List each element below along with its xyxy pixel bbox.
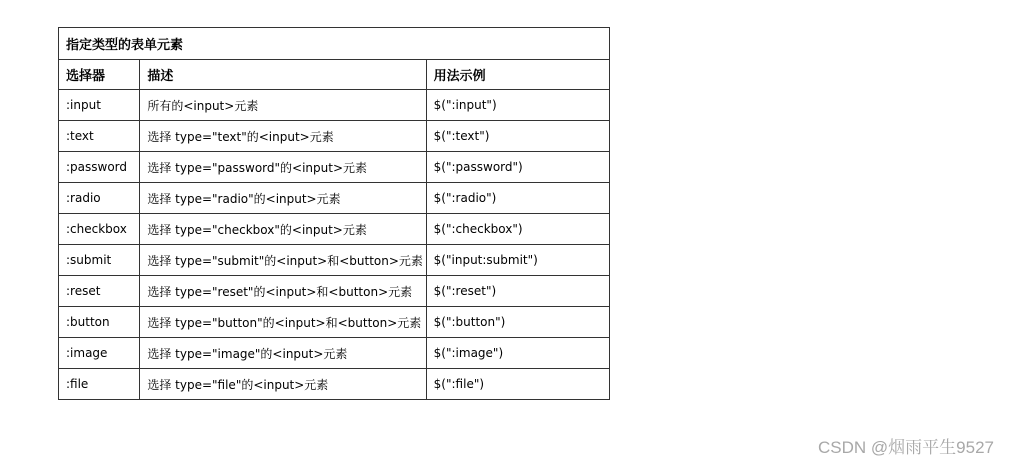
selector-cell: :password (59, 152, 140, 183)
table-row (59, 90, 610, 121)
form-selector-table (58, 27, 610, 400)
description-cell: 选择 type="checkbox"的<input>元素 (140, 214, 426, 245)
selector-cell: :text (59, 121, 140, 152)
example-cell: $(":text") (426, 121, 609, 152)
selector-cell: :input (59, 90, 140, 121)
description-cell: 选择 type="button"的<input>和<button>元素 (140, 307, 426, 338)
description-cell: 选择 type="file"的<input>元素 (140, 369, 426, 400)
example-cell: $(":file") (426, 369, 609, 400)
header-description: 描述 (140, 60, 426, 90)
table-row (59, 214, 610, 245)
example-cell: $("input:submit") (426, 245, 609, 276)
table-header-row (59, 60, 610, 90)
example-cell: $(":reset") (426, 276, 609, 307)
selector-cell: :radio (59, 183, 140, 214)
header-selector: 选择器 (59, 60, 140, 90)
table-caption-row (59, 28, 610, 60)
selector-cell: :image (59, 338, 140, 369)
description-cell: 选择 type="image"的<input>元素 (140, 338, 426, 369)
example-cell: $(":checkbox") (426, 214, 609, 245)
table-row (59, 245, 610, 276)
description-cell: 选择 type="reset"的<input>和<button>元素 (140, 276, 426, 307)
csdn-watermark: CSDN @烟雨平生9527 (818, 438, 994, 457)
description-cell: 选择 type="text"的<input>元素 (140, 121, 426, 152)
example-cell: $(":button") (426, 307, 609, 338)
example-cell: $(":image") (426, 338, 609, 369)
table-row (59, 338, 610, 369)
description-cell: 选择 type="submit"的<input>和<button>元素 (140, 245, 426, 276)
table-caption: 指定类型的表单元素 (59, 28, 610, 60)
table-row (59, 121, 610, 152)
selector-cell: :file (59, 369, 140, 400)
example-cell: $(":input") (426, 90, 609, 121)
selector-cell: :button (59, 307, 140, 338)
selector-cell: :checkbox (59, 214, 140, 245)
example-cell: $(":radio") (426, 183, 609, 214)
table-row (59, 152, 610, 183)
header-usage-example: 用法示例 (426, 60, 609, 90)
description-cell: 选择 type="password"的<input>元素 (140, 152, 426, 183)
table-row (59, 183, 610, 214)
table-row (59, 276, 610, 307)
selector-cell: :submit (59, 245, 140, 276)
table-row (59, 307, 610, 338)
selector-cell: :reset (59, 276, 140, 307)
description-cell: 选择 type="radio"的<input>元素 (140, 183, 426, 214)
table-row (59, 369, 610, 400)
description-cell: 所有的<input>元素 (140, 90, 426, 121)
example-cell: $(":password") (426, 152, 609, 183)
